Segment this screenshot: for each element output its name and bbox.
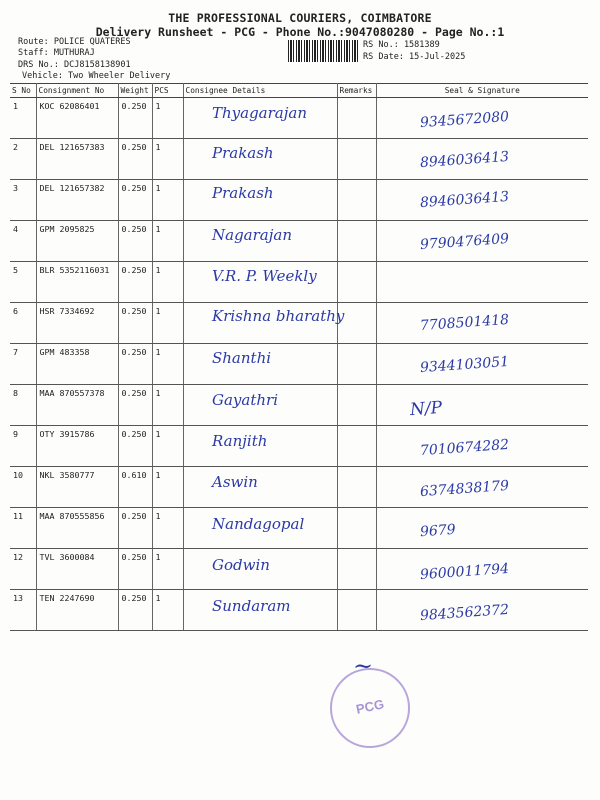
cell-remarks xyxy=(337,180,376,221)
col-remarks: Remarks xyxy=(337,84,376,98)
handwritten-signature: 8946036413 xyxy=(419,188,510,212)
cell-consignment: TEN 2247690 xyxy=(36,590,118,631)
cell-sno: 8 xyxy=(10,385,36,426)
cell-remarks xyxy=(337,467,376,508)
cell-sno: 1 xyxy=(10,98,36,139)
handwritten-consignee: Nagarajan xyxy=(212,226,292,244)
cell-consignment: GPM 2095825 xyxy=(36,221,118,262)
cell-sno: 7 xyxy=(10,344,36,385)
cell-remarks xyxy=(337,549,376,590)
cell-consignment: DEL 121657382 xyxy=(36,180,118,221)
cell-weight: 0.250 xyxy=(118,549,152,590)
handwritten-consignee: V.R. P. Weekly xyxy=(212,267,317,285)
handwritten-consignee: Gayathri xyxy=(212,391,278,409)
cell-remarks xyxy=(337,139,376,180)
handwritten-signature: N/P xyxy=(409,397,443,421)
cell-weight: 0.250 xyxy=(118,303,152,344)
cell-pcs: 1 xyxy=(152,467,183,508)
cell-signature xyxy=(376,262,588,303)
runsheet-title: Delivery Runsheet - PCG - Phone No.:9047080280 - Page No.:1 xyxy=(95,25,505,39)
cell-remarks xyxy=(337,385,376,426)
cell-sno: 13 xyxy=(10,590,36,631)
cell-consignment: NKL 3580777 xyxy=(36,467,118,508)
col-pcs: PCS xyxy=(152,84,183,98)
cell-sno: 2 xyxy=(10,139,36,180)
cell-remarks xyxy=(337,221,376,262)
cell-consignment: MAA 870555856 xyxy=(36,508,118,549)
cell-consignment: KOC 62086401 xyxy=(36,98,118,139)
table-header-row xyxy=(10,84,588,98)
cell-weight: 0.250 xyxy=(118,180,152,221)
cell-consignment: BLR 5352116031 xyxy=(36,262,118,303)
cell-consignment: HSR 7334692 xyxy=(36,303,118,344)
handwritten-consignee: Shanthi xyxy=(212,349,272,367)
cell-remarks xyxy=(337,262,376,303)
handwritten-signature: 7010674282 xyxy=(419,436,510,460)
cell-weight: 0.250 xyxy=(118,508,152,549)
cell-sno: 4 xyxy=(10,221,36,262)
handwritten-signature: 7708501418 xyxy=(419,311,510,335)
cell-remarks xyxy=(337,508,376,549)
cell-consignee xyxy=(183,467,337,508)
cell-weight: 0.250 xyxy=(118,385,152,426)
cell-weight: 0.250 xyxy=(118,139,152,180)
pcg-stamp xyxy=(330,668,410,748)
supervisor-mark: ~ xyxy=(353,652,374,680)
handwritten-consignee: Godwin xyxy=(212,556,270,574)
cell-sno: 10 xyxy=(10,467,36,508)
cell-signature xyxy=(376,508,588,549)
handwritten-signature: 9600011794 xyxy=(419,560,510,584)
cell-pcs: 1 xyxy=(152,344,183,385)
handwritten-consignee: Prakash xyxy=(212,184,274,202)
cell-sno: 11 xyxy=(10,508,36,549)
cell-sno: 3 xyxy=(10,180,36,221)
handwritten-consignee: Thyagarajan xyxy=(212,104,307,122)
cell-sno: 5 xyxy=(10,262,36,303)
cell-pcs: 1 xyxy=(152,426,183,467)
cell-weight: 0.610 xyxy=(118,467,152,508)
handwritten-consignee: Prakash xyxy=(212,144,274,162)
handwritten-signature: 9345672080 xyxy=(419,108,510,132)
col-weight: Weight xyxy=(118,84,152,98)
handwritten-consignee: Ranjith xyxy=(212,432,268,450)
drs-text: DRS No.: DCJ8158138901 xyxy=(18,60,131,70)
cell-remarks xyxy=(337,98,376,139)
cell-pcs: 1 xyxy=(152,180,183,221)
company-title: THE PROFESSIONAL COURIERS, COIMBATORE xyxy=(168,11,432,25)
cell-sno: 9 xyxy=(10,426,36,467)
col-signature: Seal & Signature xyxy=(376,84,588,98)
cell-pcs: 1 xyxy=(152,590,183,631)
cell-pcs: 1 xyxy=(152,262,183,303)
cell-weight: 0.250 xyxy=(118,262,152,303)
cell-consignment: GPM 483358 xyxy=(36,344,118,385)
handwritten-consignee: Sundaram xyxy=(212,597,291,615)
cell-pcs: 1 xyxy=(152,303,183,344)
barcode-image xyxy=(288,40,360,62)
cell-consignment: DEL 121657383 xyxy=(36,139,118,180)
cell-remarks xyxy=(337,590,376,631)
cell-pcs: 1 xyxy=(152,221,183,262)
col-consignee: Consignee Details xyxy=(183,84,337,98)
cell-remarks xyxy=(337,426,376,467)
cell-pcs: 1 xyxy=(152,549,183,590)
handwritten-signature: 9679 xyxy=(419,521,457,541)
cell-pcs: 1 xyxy=(152,139,183,180)
cell-pcs: 1 xyxy=(152,508,183,549)
staff-text: Staff: MUTHURAJ xyxy=(18,48,95,58)
handwritten-signature: 9843562372 xyxy=(419,601,510,625)
handwritten-consignee: Krishna bharathy xyxy=(212,307,345,325)
vehicle-text: Vehicle: Two Wheeler Delivery xyxy=(22,71,171,81)
handwritten-signature: 8946036413 xyxy=(419,148,510,172)
cell-remarks xyxy=(337,344,376,385)
handwritten-signature: 9790476409 xyxy=(419,230,510,254)
handwritten-consignee: Nandagopal xyxy=(212,515,305,533)
cell-pcs: 1 xyxy=(152,385,183,426)
handwritten-signature: 9344103051 xyxy=(419,353,510,377)
rs-date: RS Date: 15-Jul-2025 xyxy=(363,52,466,62)
cell-consignment: MAA 870557378 xyxy=(36,385,118,426)
cell-sno: 12 xyxy=(10,549,36,590)
handwritten-consignee: Aswin xyxy=(212,473,258,491)
cell-weight: 0.250 xyxy=(118,426,152,467)
col-consignment: Consignment No xyxy=(36,84,118,98)
cell-consignment: OTY 3915786 xyxy=(36,426,118,467)
table-row xyxy=(10,385,588,426)
cell-sno: 6 xyxy=(10,303,36,344)
cell-weight: 0.250 xyxy=(118,590,152,631)
route-text: Route: POLICE QUATERES xyxy=(18,37,131,47)
handwritten-signature: 6374838179 xyxy=(419,477,510,501)
cell-weight: 0.250 xyxy=(118,221,152,262)
rs-number: RS No.: 1581389 xyxy=(363,40,440,50)
cell-consignment: TVL 3600084 xyxy=(36,549,118,590)
cell-signature xyxy=(376,385,588,426)
col-sno: S No xyxy=(10,84,36,98)
stamp-text: PCG xyxy=(354,696,386,717)
cell-weight: 0.250 xyxy=(118,98,152,139)
cell-weight: 0.250 xyxy=(118,344,152,385)
cell-pcs: 1 xyxy=(152,98,183,139)
